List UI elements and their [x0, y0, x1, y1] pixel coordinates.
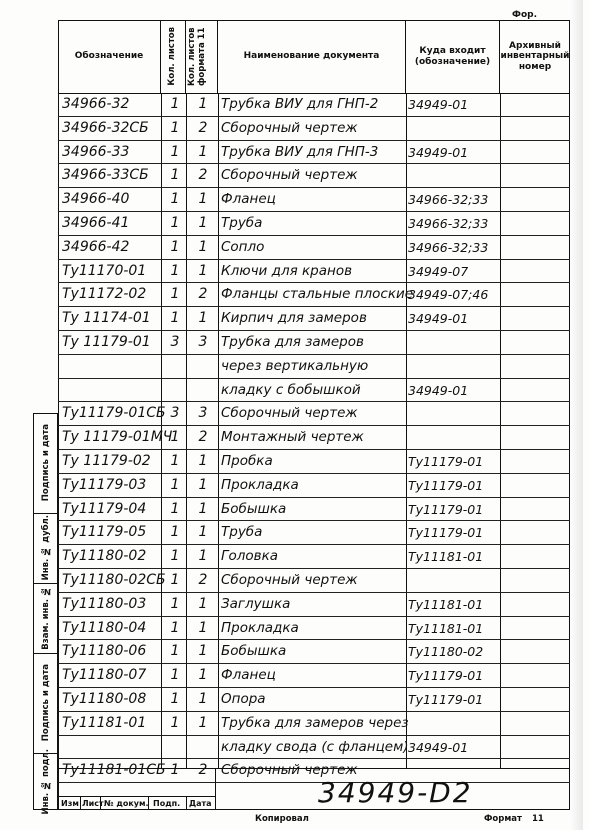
table-row: [58, 141, 570, 165]
row-format: 1: [198, 619, 208, 636]
row-sheets: 1: [170, 191, 180, 208]
table-row: [58, 379, 570, 403]
form-label: Фор.: [512, 10, 537, 20]
row-designation: Ту11180-02СБ: [62, 572, 166, 588]
row-name: Опора: [221, 691, 266, 707]
row-format: 1: [198, 215, 208, 231]
side-label: [33, 413, 58, 513]
row-where: [408, 331, 500, 354]
row-designation: Ту11180-02: [62, 548, 147, 565]
table-row: [58, 474, 570, 498]
row-sheets: 1: [170, 310, 180, 327]
row-format: 1: [198, 310, 208, 327]
table-row: [58, 260, 570, 284]
row-format: 2: [198, 119, 208, 136]
table-row: [58, 712, 570, 736]
row-name: Трубка ВИУ для ГНП-2: [221, 96, 379, 112]
table-row: [58, 640, 570, 664]
row-sheets: 1: [170, 643, 180, 660]
copied-label: Копировал: [255, 814, 309, 824]
tb-list: Лист: [82, 799, 104, 808]
tb-col-1: [80, 796, 81, 810]
header-designation: [58, 20, 161, 93]
header-format: [186, 20, 218, 93]
table-row: [58, 402, 570, 426]
table-row: [58, 688, 570, 712]
table-row: [58, 331, 570, 355]
side-label-text: Взам. инв. №: [40, 586, 51, 650]
row-sheets: 1: [170, 714, 180, 731]
row-sheets: [164, 355, 186, 378]
row-format: 1: [198, 524, 208, 541]
row-designation: 34966-32СБ: [62, 119, 149, 136]
row-where: 34949-01: [408, 144, 469, 160]
row-name: Трубка для замеров: [221, 334, 364, 350]
row-format: 2: [198, 429, 208, 446]
row-where: Ту11179-01: [408, 525, 484, 541]
row-where: 34949-07: [408, 263, 469, 279]
table-row: [58, 164, 570, 188]
row-where: Ту11180-02: [408, 644, 484, 660]
row-sheets: 1: [170, 691, 180, 707]
row-where: Ту11179-01: [408, 454, 484, 469]
row-where: Ту11179-01: [408, 501, 484, 517]
row-designation: Ту11180-03: [62, 595, 147, 612]
row-designation: 34966-41: [62, 215, 130, 231]
table-row: [58, 283, 570, 307]
row-name: Трубка для замеров через: [221, 714, 409, 731]
row-where: 34949-01: [408, 382, 469, 398]
table-row: [58, 521, 570, 545]
row-where: [408, 569, 500, 592]
table-row: [58, 307, 570, 331]
tb-izm: Изм: [61, 799, 79, 808]
row-designation: Ту 11179-02: [62, 453, 151, 469]
row-designation: Ту11181-01: [62, 714, 147, 731]
row-format: [190, 355, 216, 378]
table-row: [58, 617, 570, 641]
row-sheets: [164, 736, 186, 759]
row-name: Прокладка: [221, 619, 299, 636]
side-label-text: Подпись и дата: [40, 664, 51, 742]
row-name: Труба: [221, 215, 263, 231]
table-row: [58, 498, 570, 522]
row-format: 2: [198, 572, 208, 588]
row-sheets: 1: [170, 500, 180, 517]
row-where: Ту11179-01: [408, 477, 484, 493]
row-format: 3: [198, 334, 208, 350]
row-designation: [62, 379, 158, 402]
row-designation: Ту11180-08: [62, 691, 147, 707]
row-where: [408, 402, 500, 425]
row-format: 1: [198, 262, 208, 279]
row-format: 1: [198, 667, 208, 684]
row-sheets: 1: [170, 524, 180, 541]
row-format: 1: [198, 191, 208, 208]
row-format: 1: [198, 595, 208, 612]
row-where: 34966-32;33: [408, 239, 489, 255]
row-sheets: 3: [170, 334, 180, 350]
row-name: Пробка: [221, 453, 273, 469]
header-format-label: Кол. листов формата 11: [186, 27, 207, 86]
row-designation: Ту11180-04: [62, 619, 147, 636]
row-format: 1: [198, 238, 208, 255]
row-name: Сборочный чертеж: [221, 167, 358, 184]
row-sheets: 1: [170, 167, 180, 184]
row-where: [408, 164, 500, 187]
side-label: [33, 748, 58, 815]
row-where: Ту11181-01: [408, 549, 484, 565]
tb-line-1: [215, 768, 216, 810]
row-format: 3: [198, 405, 208, 422]
row-format: [190, 379, 216, 402]
row-name: Сборочный чертеж: [221, 762, 358, 779]
row-sheets: 1: [170, 476, 180, 493]
row-name: Монтажный чертеж: [221, 429, 364, 446]
table-row: [58, 117, 570, 141]
row-format: 1: [198, 500, 208, 517]
row-name: Сопло: [221, 238, 265, 255]
row-sheets: 1: [170, 572, 180, 588]
tb-doc-no: № докум.: [104, 799, 149, 808]
row-designation: Ту 11174-01: [62, 310, 151, 327]
row-where: 34949-01: [408, 97, 469, 112]
row-name: Ключи для кранов: [221, 262, 353, 279]
row-name: кладку с бобышкой: [221, 381, 361, 398]
row-where: 34949-01: [408, 311, 469, 327]
row-sheets: 1: [170, 262, 180, 279]
side-label-text: Подпись и дата: [40, 424, 51, 502]
row-sheets: 1: [170, 215, 180, 231]
tb-podp: Подп.: [153, 799, 181, 808]
row-where: Ту11179-01: [408, 668, 484, 684]
row-where: [408, 117, 500, 140]
row-designation: Ту11179-04: [62, 500, 147, 517]
row-format: 2: [198, 286, 208, 303]
row-designation: [62, 736, 158, 759]
row-where: Ту11181-01: [408, 620, 484, 636]
row-format: 1: [198, 548, 208, 565]
page-edge-shadow: [569, 0, 583, 830]
table-row: [58, 569, 570, 593]
header-designation-label: Обозначение: [74, 51, 144, 62]
table-row: [58, 593, 570, 617]
header-name: [218, 20, 406, 93]
row-sheets: 1: [170, 453, 180, 469]
row-format: [190, 736, 216, 759]
row-name: Фланцы стальные плоские: [221, 286, 414, 303]
row-format: 1: [198, 453, 208, 469]
header-sheets: [161, 20, 186, 93]
row-designation: Ту 11179-01: [62, 334, 151, 350]
row-sheets: 1: [170, 119, 180, 136]
row-sheets: [164, 379, 186, 402]
side-label-text: Инв. № дубл.: [40, 515, 51, 581]
row-name: Фланец: [221, 191, 276, 208]
table-row: [58, 212, 570, 236]
row-sheets: 1: [170, 286, 180, 303]
row-name: Бобышка: [221, 643, 287, 660]
row-name: через вертикальную: [221, 357, 369, 374]
header-archive-label: Архивный инвентарный номер: [500, 40, 570, 72]
header-where: [406, 20, 500, 93]
row-sheets: 1: [170, 619, 180, 636]
row-name: Фланец: [221, 667, 276, 684]
side-label: [33, 513, 58, 583]
row-where: Ту11179-01: [408, 692, 484, 707]
row-name: Кирпич для замеров: [221, 310, 367, 327]
row-designation: [62, 355, 158, 378]
row-name: Прокладка: [221, 476, 299, 493]
row-name: Сборочный чертеж: [221, 572, 358, 588]
row-name: Заглушка: [221, 595, 291, 612]
row-designation: Ту11179-01СБ: [62, 405, 166, 422]
format-label: Формат: [484, 814, 522, 824]
row-where: [408, 355, 500, 378]
table-row: [58, 426, 570, 450]
row-sheets: 1: [170, 238, 180, 255]
row-designation: Ту11172-02: [62, 286, 147, 303]
row-designation: Ту11180-07: [62, 667, 147, 684]
header-sheets-label: Кол. листов: [167, 27, 178, 86]
row-designation: Ту11170-01: [62, 262, 147, 279]
table-row: [58, 450, 570, 474]
row-designation: 34966-32: [62, 96, 130, 112]
row-name: Головка: [221, 548, 279, 565]
row-designation: Ту11179-05: [62, 524, 147, 541]
tb-data: Дата: [189, 799, 212, 808]
row-designation: 34966-40: [62, 191, 130, 208]
row-sheets: 1: [170, 595, 180, 612]
table-row: [58, 664, 570, 688]
row-where: 34949-01: [408, 739, 469, 755]
row-designation: Ту11181-01СБ: [62, 762, 166, 779]
row-designation: Ту 11179-01МЧ: [62, 429, 173, 446]
side-label: [33, 583, 58, 653]
row-format: 2: [198, 167, 208, 184]
header-archive: [500, 20, 570, 93]
row-format: 1: [198, 476, 208, 493]
table-row: [58, 188, 570, 212]
table-row: [58, 545, 570, 569]
row-where: [408, 712, 500, 735]
side-label: [33, 653, 58, 753]
row-sheets: 1: [170, 96, 180, 112]
row-name: кладку свода (с фланцем): [221, 738, 409, 755]
tb-hline: [58, 796, 215, 797]
table-row: [58, 236, 570, 260]
row-name: Труба: [221, 524, 263, 541]
side-label-text: Инв. № подл.: [40, 748, 51, 815]
row-format: 1: [198, 643, 208, 660]
document-code: 34949-D2: [318, 776, 473, 809]
header-where-label: Куда входит (обозначение): [414, 46, 491, 67]
table-row: [58, 736, 570, 760]
row-where: 34966-32;33: [408, 216, 489, 231]
row-designation: 34966-42: [62, 238, 130, 255]
row-name: Сборочный чертеж: [221, 119, 358, 136]
row-name: Бобышка: [221, 500, 287, 517]
row-sheets: 1: [170, 429, 180, 446]
row-format: 1: [198, 143, 208, 160]
format-value: 11: [532, 814, 544, 824]
row-format: 2: [198, 762, 208, 779]
row-format: 1: [198, 96, 208, 112]
header-name-label: Наименование документа: [243, 51, 380, 62]
tb-col-4: [186, 796, 187, 810]
row-where: 34966-32;33: [408, 192, 489, 208]
row-where: 34949-07;46: [408, 287, 489, 303]
row-format: 1: [198, 691, 208, 707]
row-designation: 34966-33СБ: [62, 167, 149, 184]
row-name: Трубка ВИУ для ГНП-3: [221, 143, 379, 160]
row-where: Ту11181-01: [408, 596, 484, 612]
row-sheets: 1: [170, 548, 180, 565]
row-designation: Ту11179-03: [62, 476, 147, 493]
row-sheets: 1: [170, 762, 180, 779]
row-name: Сборочный чертеж: [221, 405, 358, 422]
table-row: [58, 93, 570, 117]
row-where: [408, 426, 500, 449]
row-designation: 34966-33: [62, 143, 130, 160]
row-sheets: 1: [170, 143, 180, 160]
row-format: 1: [198, 714, 208, 731]
table-row: [58, 355, 570, 379]
row-designation: Ту11180-06: [62, 643, 147, 660]
row-sheets: 3: [170, 405, 180, 422]
row-sheets: 1: [170, 667, 180, 684]
